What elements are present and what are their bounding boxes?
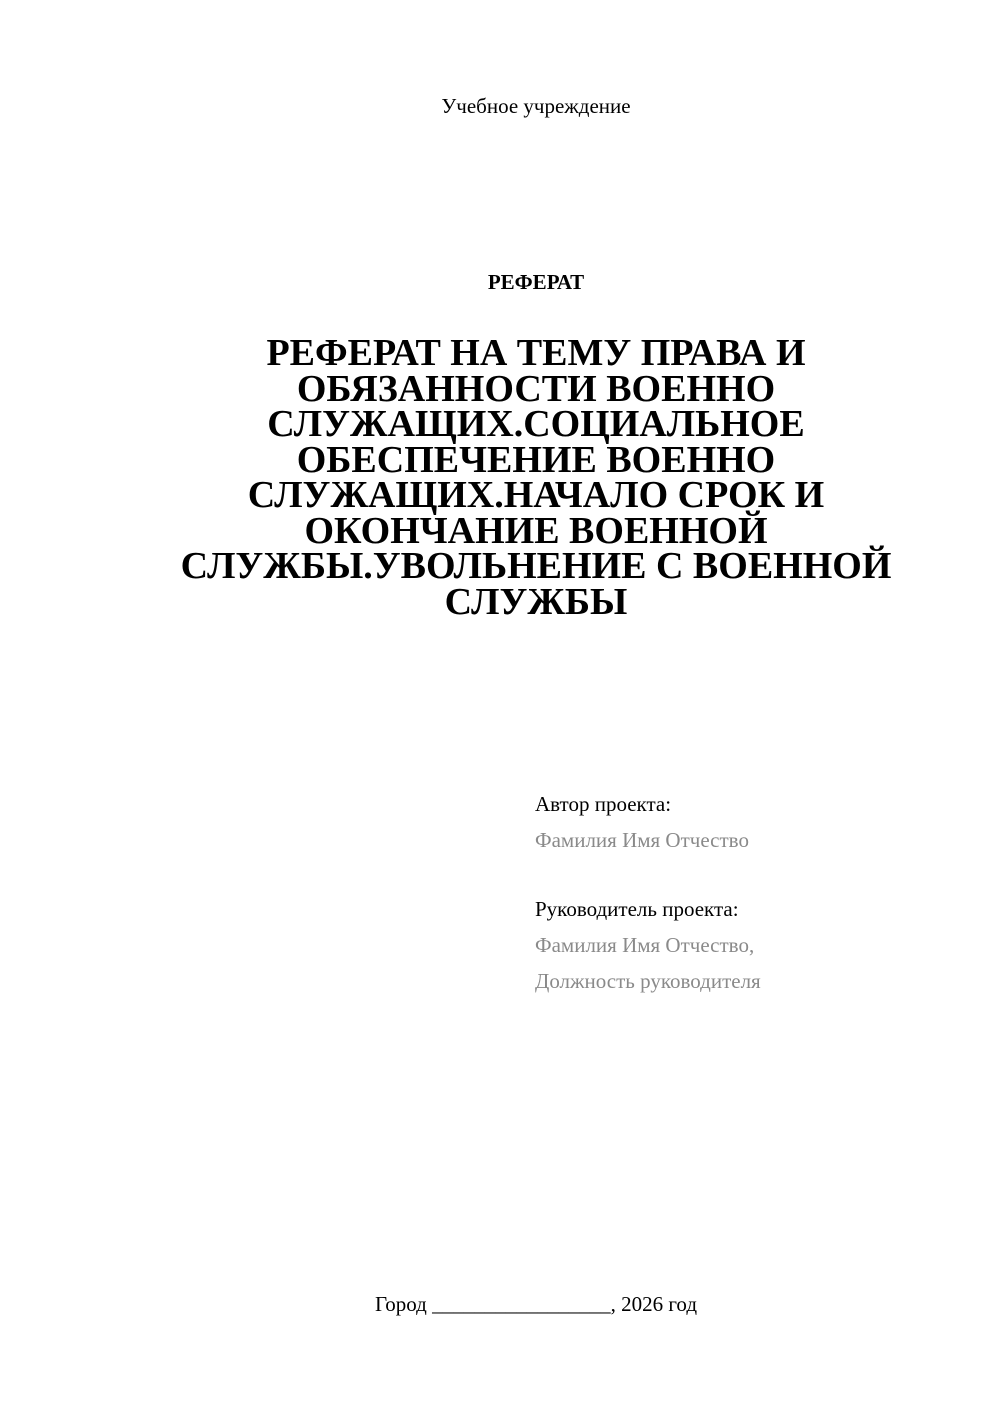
supervisor-position-placeholder: Должность руководителя [535,969,761,993]
supervisor-block [535,891,975,999]
document-title: РЕФЕРАТ НА ТЕМУ ПРАВА И ОБЯЗАННОСТИ ВОЕННО СЛУЖАЩИХ.СОЦИАЛЬНОЕ ОБЕСПЕЧЕНИЕ ВОЕННО СЛУЖАЩИХ.НАЧАЛО СРОК И ОКОНЧАНИЕ ВОЕННОЙ СЛУЖБЫ.УВОЛЬНЕНИЕ С ВОЕННОЙ СЛУЖБЫ [180,332,892,623]
institution-name: Учебное учреждение [441,94,631,118]
supervisor-name-placeholder: Фамилия Имя Отчество, [535,933,755,957]
city-year-line: Город _________________, 2026 год [374,1292,698,1316]
supervisor-label: Руководитель проекта: [535,897,739,921]
document-type-label: РЕФЕРАТ [487,270,585,294]
author-name-placeholder: Фамилия Имя Отчество [535,828,749,852]
author-block [535,786,975,858]
author-label: Автор проекта: [535,792,672,816]
